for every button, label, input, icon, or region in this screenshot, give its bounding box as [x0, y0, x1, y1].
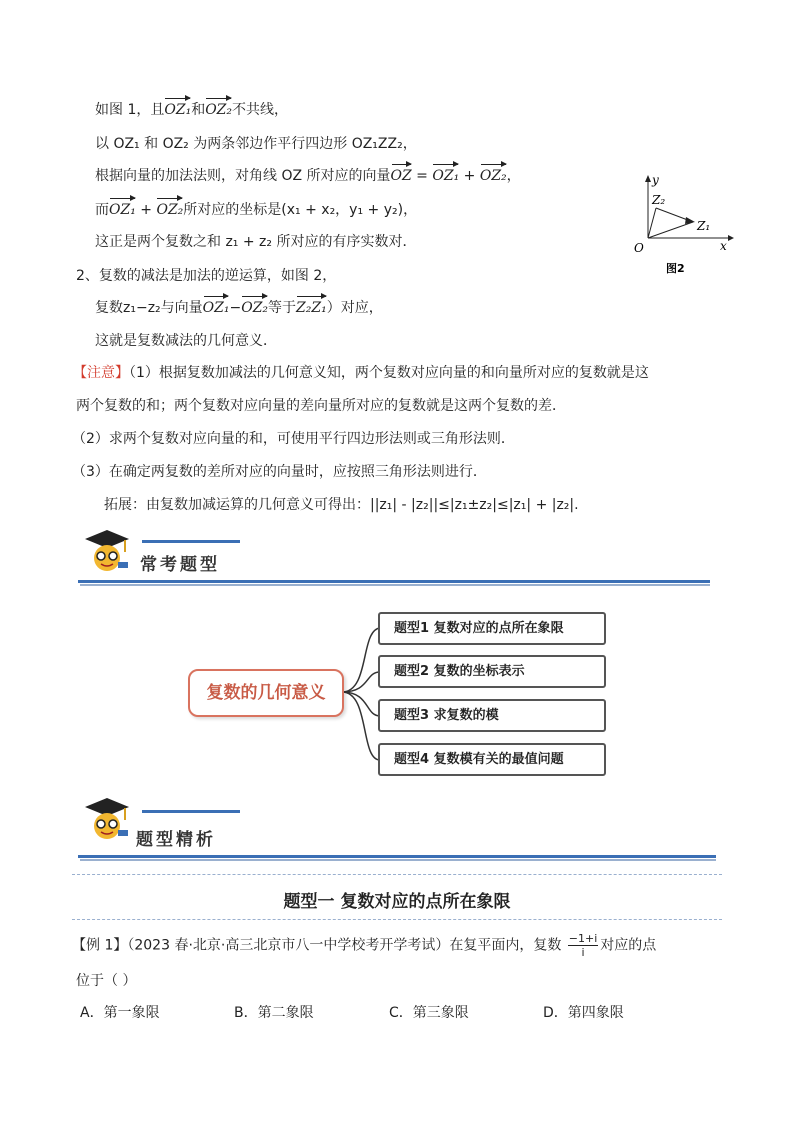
text: 如图 1，且: [95, 102, 165, 118]
example-line-2: 位于（ ）: [76, 973, 137, 989]
section-title-analysis: 题型精析: [136, 830, 216, 850]
example-source: （2023 春·北京·高三北京市八一中学校考开学考试）在复平面内，复数: [127, 937, 562, 954]
mindmap-item-1: 题型1 复数对应的点所在象限: [378, 612, 606, 645]
example-line-1: [72, 932, 656, 959]
text: 而: [95, 202, 109, 218]
section-title-common: 常考题型: [140, 555, 220, 575]
fraction: [568, 932, 599, 959]
mindmap-center: 复数的几何意义: [188, 669, 344, 717]
option-d[interactable]: D．第四象限: [543, 1005, 624, 1021]
section-bar-long: [78, 855, 716, 858]
note-label: 【注意】: [73, 365, 129, 381]
text: （1）根据复数加减法的几何意义知，两个复数对应向量的和向量所对应的复数就是这: [129, 365, 649, 381]
text: ）对应，: [326, 300, 383, 316]
intro-line-4: [95, 200, 417, 220]
section-bar-top: [142, 540, 240, 543]
figure-caption: 图2: [666, 262, 685, 275]
fraction-numerator: −1+i: [568, 932, 598, 945]
example-tail: 对应的点: [600, 937, 657, 954]
note-line-2: 两个复数的和；两个复数对应向量的差向量所对应的复数就是这两个复数的差．: [76, 398, 566, 414]
intro-line-5: 这正是两个复数之和 z₁ + z₂ 所对应的有序实数对．: [95, 234, 417, 250]
text: 不共线，: [232, 102, 289, 118]
y-label: y: [652, 173, 659, 187]
topic-title: 题型一 复数对应的点所在象限: [283, 892, 511, 912]
vector-oz2: OZ₂: [205, 102, 233, 118]
mindmap-item-4: 题型4 复数模有关的最值问题: [378, 743, 606, 776]
text: ，: [506, 168, 521, 184]
x-label: x: [720, 239, 727, 253]
section-bar-long: [78, 580, 710, 583]
intro-line-2: 以 OZ₁ 和 OZ₂ 为两条邻边作平行四边形 OZ₁ZZ₂，: [95, 136, 417, 152]
note-line-3: （2）求两个复数对应向量的和，可使用平行四边形法则或三角形法则．: [72, 431, 515, 447]
vector-oz1: OZ₁: [164, 102, 192, 118]
text: 根据向量的加法法则，对角线 OZ 所对应的向量: [95, 168, 391, 184]
z2-label: Z₂: [652, 193, 666, 207]
intro-line-8: 这就是复数减法的几何意义．: [95, 333, 277, 349]
vector-oz1-line: [648, 222, 693, 238]
figure-2: [620, 170, 740, 280]
vector-oz: OZ: [390, 168, 412, 184]
note-line-1: [73, 363, 649, 383]
vector-oz1: OZ₁: [202, 300, 230, 316]
text: −: [229, 300, 242, 316]
option-b[interactable]: B．第二象限: [234, 1005, 314, 1021]
vector-z2z1: Z₂Z₁: [296, 300, 327, 316]
intro-line-1: [95, 100, 288, 120]
vector-oz2-line: [648, 208, 656, 238]
fraction-denominator: i: [581, 946, 585, 959]
text: =: [411, 168, 433, 184]
option-c[interactable]: C．第三象限: [389, 1005, 469, 1021]
intro-line-3: [95, 166, 521, 186]
vector-oz1: OZ₁: [109, 202, 136, 218]
vector-oz2: OZ₂: [241, 300, 269, 316]
section-bar-shadow: [80, 859, 716, 861]
scholar-mascot-icon: [82, 528, 132, 578]
dashed-divider-top: [72, 874, 722, 875]
z1-label: Z₁: [697, 219, 711, 233]
note-extension: 拓展：由复数加减运算的几何意义可得出：||z₁| - |z₂||≤|z₁±z₂|≤|z₁| + |z₂|.: [104, 497, 579, 513]
x-axis-arrow: [728, 235, 734, 241]
text: 等于: [268, 300, 297, 316]
intro-line-6: 2、复数的减法是加法的逆运算，如图 2，: [76, 268, 337, 284]
text: +: [459, 168, 480, 184]
vector-oz2: OZ₂: [479, 168, 507, 184]
note-line-4: （3）在确定两复数的差所对应的向量时，应按照三角形法则进行．: [72, 464, 487, 480]
mindmap-item-2: 题型2 复数的坐标表示: [378, 655, 606, 688]
z1-arrow: [685, 217, 695, 224]
mindmap-item-3: 题型3 求复数的模: [378, 699, 606, 732]
text: +: [135, 202, 157, 218]
option-a[interactable]: A．第一象限: [80, 1005, 160, 1021]
scholar-mascot-icon: [82, 796, 132, 846]
vector-oz1: OZ₁: [432, 168, 460, 184]
y-axis-arrow: [645, 175, 651, 182]
origin-label: O: [634, 241, 644, 255]
intro-line-7: [95, 298, 383, 318]
section-bar-top: [142, 810, 240, 813]
section-bar-shadow: [80, 584, 710, 586]
example-label: 【例 1】: [72, 937, 128, 954]
vector-oz2: OZ₂: [156, 202, 184, 218]
text: 和: [191, 102, 206, 118]
text: 所对应的坐标是(x₁ + x₂，y₁ + y₂)，: [183, 202, 418, 218]
text: 复数z₁−z₂与向量: [95, 300, 203, 316]
dashed-divider-bottom: [72, 919, 722, 920]
